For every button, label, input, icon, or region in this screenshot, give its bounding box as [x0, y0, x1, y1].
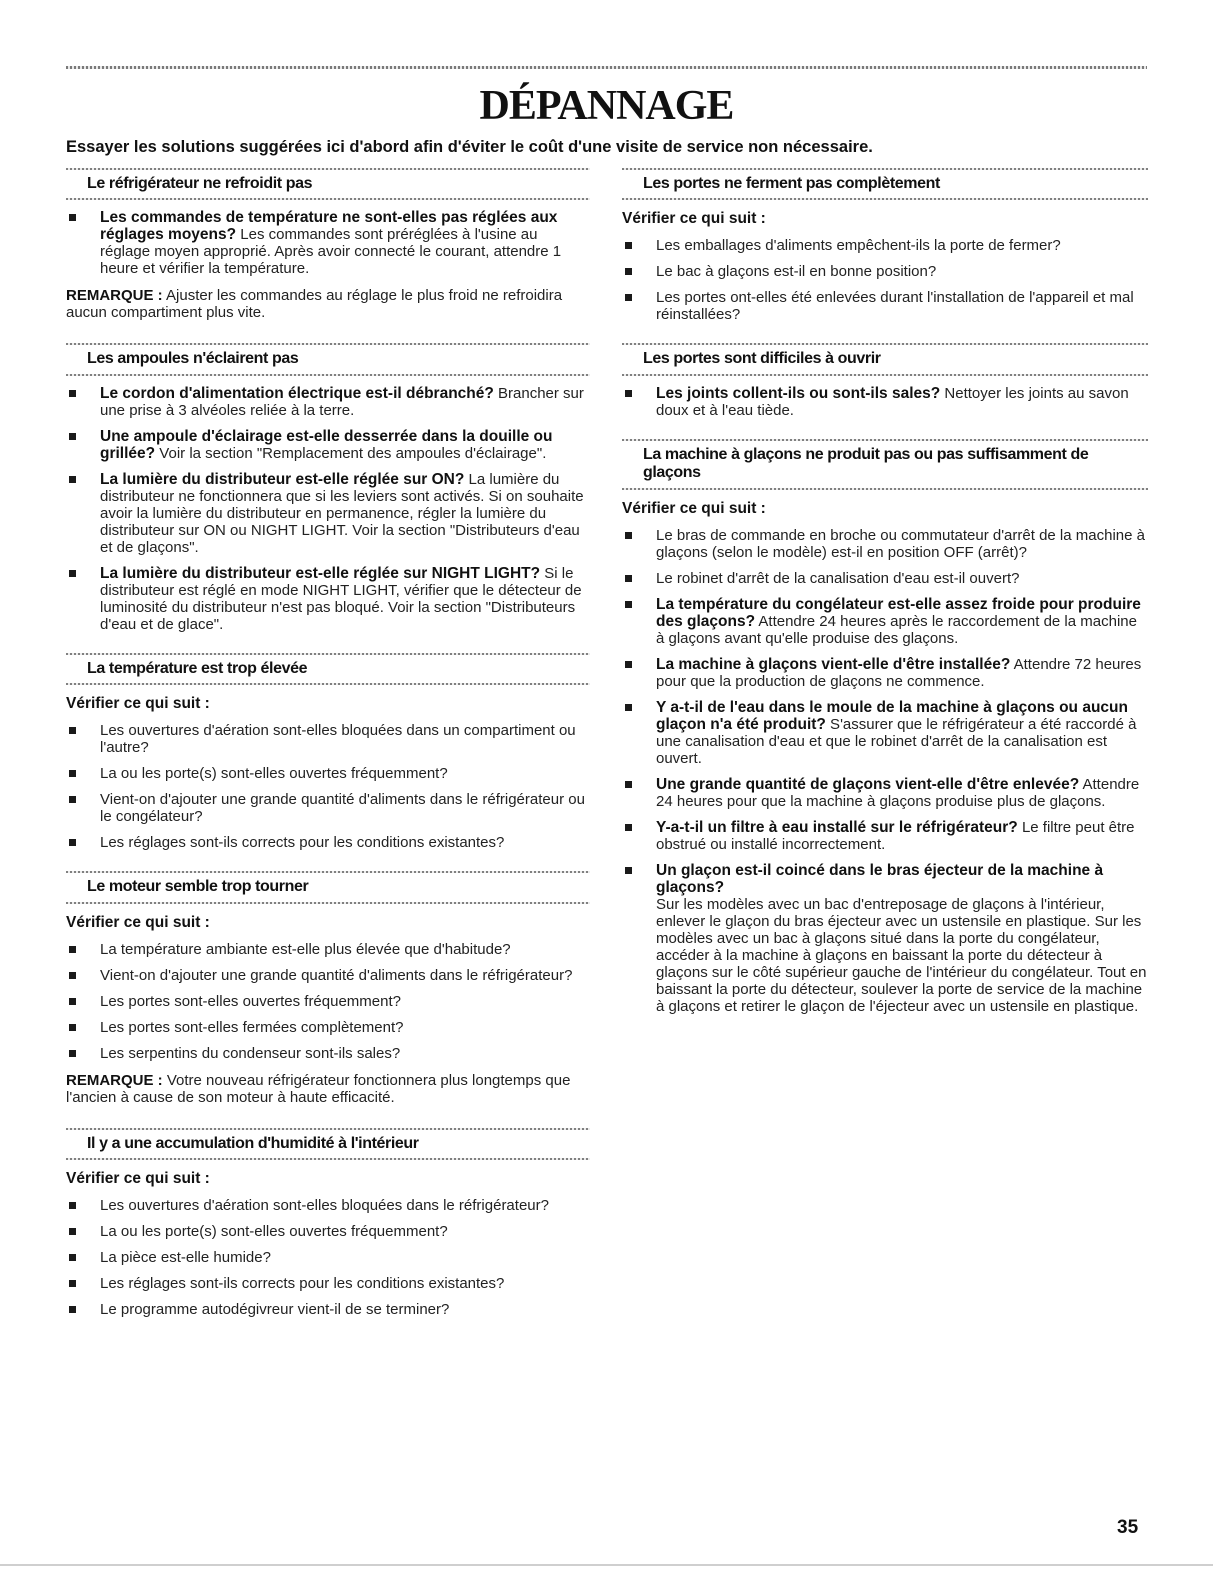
list-item	[622, 819, 1148, 853]
list-item	[66, 471, 590, 556]
section-heading: Il y a une accumulation d'humidité à l'intérieur	[66, 1128, 590, 1160]
item-list	[66, 722, 590, 851]
question: La température du congélateur est-elle assez froide pour produire des glaçons?	[656, 595, 1141, 630]
list-item: Les portes sont-elles ouvertes fréquemment?	[66, 993, 590, 1010]
list-item	[622, 385, 1148, 419]
question: Les joints collent-ils ou sont-ils sales?	[656, 384, 941, 402]
question: La machine à glaçons vient-elle d'être installée?	[656, 655, 1011, 673]
note-text: Ajuster les commandes au réglage le plus froid ne refroidira aucun compartiment plus vite.	[66, 287, 563, 322]
answer: La lumière du distributeur ne fonctionnera que si les leviers sont activés. Si on souhaite avoir la lumière du distributeur en permanence, régler la lumière du distributeur sur ON ou NIGHT LIGHT. Voir la section "Distributeurs d'eau et de glaçons".	[100, 470, 584, 556]
section-heading: Le moteur semble trop tourner	[66, 871, 590, 903]
answer: Attendre 72 heures pour que la production de glaçons ne commence.	[656, 655, 1142, 690]
note-label: REMARQUE :	[66, 1071, 163, 1089]
section-heading: La température est trop élevée	[66, 653, 590, 685]
section-heading: La machine à glaçons ne produit pas ou pas suffisamment de glaçons	[622, 439, 1148, 490]
question: La lumière du distributeur est-elle réglée sur ON?	[100, 470, 465, 488]
item-list	[622, 385, 1148, 419]
bottom-rule	[0, 1564, 1213, 1566]
answer: Sur les modèles avec un bac d'entreposage de glaçons à l'intérieur, enlever le glaçon du bras éjecteur avec un ustensile en plastique. Sur les modèles avec un bac à glaçons situé dans la porte du congélateur, accéder à la machine à glaçons en baissant la porte du détecteur à glaçons sur le côté supérieur gauche de l'intérieur du congélateur. Tout en baissant la porte du détecteur, soulever la porte de service de la machine à glaçons et retirer le glaçon de l'éjecteur avec un ustensile en plastique.	[656, 895, 1147, 1015]
answer: Nettoyer les joints au savon doux et à l'eau tiède.	[656, 384, 1129, 419]
item-list	[622, 237, 1148, 323]
list-item: La température ambiante est-elle plus élevée que d'habitude?	[66, 941, 590, 958]
list-item: Les ouvertures d'aération sont-elles bloquées dans le réfrigérateur?	[66, 1197, 590, 1214]
list-item: La pièce est-elle humide?	[66, 1249, 590, 1266]
page-title: DÉPANNAGE	[479, 83, 734, 129]
question: La lumière du distributeur est-elle réglée sur NIGHT LIGHT?	[100, 564, 541, 582]
page-number: 35	[1117, 1517, 1139, 1538]
check-label: Vérifier ce qui suit :	[66, 913, 210, 931]
question: Une ampoule d'éclairage est-elle desserrée dans la douille ou grillée?	[100, 427, 553, 462]
list-item	[622, 656, 1148, 690]
item-list	[66, 1197, 590, 1318]
question: Les commandes de température ne sont-elles pas réglées aux réglages moyens?	[100, 209, 558, 244]
answer: Le filtre peut être obstrué ou installé incorrectement.	[656, 818, 1135, 853]
answer: Brancher sur une prise à 3 alvéoles reliée à la terre.	[100, 384, 584, 419]
question: Y-a-t-il un filtre à eau installé sur le réfrigérateur?	[656, 818, 1018, 836]
list-item: Le bras de commande en broche ou commutateur d'arrêt de la machine à glaçons (selon le modèle) est-il en position OFF (arrêt)?	[622, 527, 1148, 561]
list-item: Vient-on d'ajouter une grande quantité d'aliments dans le réfrigérateur?	[66, 967, 590, 984]
check-label: Vérifier ce qui suit :	[622, 210, 766, 228]
list-item: Les ouvertures d'aération sont-elles bloquées dans un compartiment ou l'autre?	[66, 722, 590, 756]
list-item	[622, 699, 1148, 767]
question: Le cordon d'alimentation électrique est-il débranché?	[100, 384, 494, 402]
section-ice-maker	[622, 439, 1148, 1015]
check-label: Vérifier ce qui suit :	[622, 499, 766, 517]
list-item	[622, 596, 1148, 647]
section-heading: Les ampoules n'éclairent pas	[66, 343, 590, 375]
list-item	[66, 209, 590, 277]
section-motor	[66, 871, 590, 1105]
answer: Attendre 24 heures pour que la machine à glaçons produise plus de glaçons.	[656, 775, 1140, 810]
question: Une grande quantité de glaçons vient-elle d'être enlevée?	[656, 775, 1080, 793]
list-item: La ou les porte(s) sont-elles ouvertes fréquemment?	[66, 1223, 590, 1240]
answer: S'assurer que le réfrigérateur a été raccordé à une canalisation d'eau et que le robinet d'arrêt de la canalisation est ouvert.	[656, 715, 1137, 767]
item-list	[66, 941, 590, 1062]
answer: Attendre 24 heures après le raccordement de la machine à glaçons avant qu'elle produise des glaçons.	[656, 612, 1137, 647]
list-item	[66, 428, 590, 462]
item-list	[66, 209, 590, 277]
answer: Les commandes sont préréglées à l'usine au réglage moyen approprié. Après avoir connecté le courant, attendre 1 heure et vérifier la température.	[100, 226, 562, 278]
list-item: Vient-on d'ajouter une grande quantité d'aliments dans le réfrigérateur ou le congélateur?	[66, 791, 590, 825]
question: Y a-t-il de l'eau dans le moule de la machine à glaçons ou aucun glaçon n'a été produit?	[656, 698, 1128, 733]
section-humidity	[66, 1128, 590, 1318]
note	[66, 287, 590, 321]
section-doors-close	[622, 168, 1148, 323]
list-item: Le robinet d'arrêt de la canalisation d'eau est-il ouvert?	[622, 570, 1148, 587]
item-list	[622, 527, 1148, 1015]
section-doors-open	[622, 343, 1148, 418]
intro-text: Essayer les solutions suggérées ici d'abord afin d'éviter le coût d'une visite de service non nécessaire.	[66, 138, 873, 156]
list-item: Les serpentins du condenseur sont-ils sales?	[66, 1045, 590, 1062]
section-temperature-high	[66, 653, 590, 851]
list-item: Les portes sont-elles fermées complètement?	[66, 1019, 590, 1036]
check-label: Vérifier ce qui suit :	[66, 1169, 210, 1187]
item-list	[66, 385, 590, 633]
note-label: REMARQUE :	[66, 287, 163, 305]
list-item: Les réglages sont-ils corrects pour les conditions existantes?	[66, 1275, 590, 1292]
list-item: Les portes ont-elles été enlevées durant l'installation de l'appareil et mal réinstallées?	[622, 289, 1148, 323]
section-heading: Le réfrigérateur ne refroidit pas	[66, 168, 590, 200]
list-item: La ou les porte(s) sont-elles ouvertes fréquemment?	[66, 765, 590, 782]
note-text: Votre nouveau réfrigérateur fonctionnera plus longtemps que l'ancien à cause de son moteur à haute efficacité.	[66, 1071, 571, 1106]
top-rule	[66, 66, 1147, 69]
answer: Si le distributeur est réglé en mode NIGHT LIGHT, vérifier que le détecteur de luminosité du distributeur n'est pas bloqué. Voir la section "Distributeurs d'eau et de glace".	[100, 564, 582, 633]
list-item: Les réglages sont-ils corrects pour les conditions existantes?	[66, 834, 590, 851]
section-heading: Les portes sont difficiles à ouvrir	[622, 343, 1148, 375]
section-lights	[66, 343, 590, 632]
right-column	[622, 162, 1148, 1015]
check-label: Vérifier ce qui suit :	[66, 695, 210, 713]
note	[66, 1072, 590, 1106]
section-not-cooling	[66, 168, 590, 321]
question: Un glaçon est-il coincé dans le bras éjecteur de la machine à glaçons?	[656, 861, 1104, 896]
list-item: Le programme autodégivreur vient-il de se terminer?	[66, 1301, 590, 1318]
list-item	[622, 776, 1148, 810]
answer: Voir la section "Remplacement des ampoules d'éclairage".	[155, 444, 547, 462]
list-item: Le bac à glaçons est-il en bonne position?	[622, 263, 1148, 280]
list-item: Les emballages d'aliments empêchent-ils la porte de fermer?	[622, 237, 1148, 254]
list-item	[622, 862, 1148, 1015]
section-heading: Les portes ne ferment pas complètement	[622, 168, 1148, 200]
list-item	[66, 385, 590, 419]
left-column	[66, 162, 590, 1318]
list-item	[66, 565, 590, 633]
